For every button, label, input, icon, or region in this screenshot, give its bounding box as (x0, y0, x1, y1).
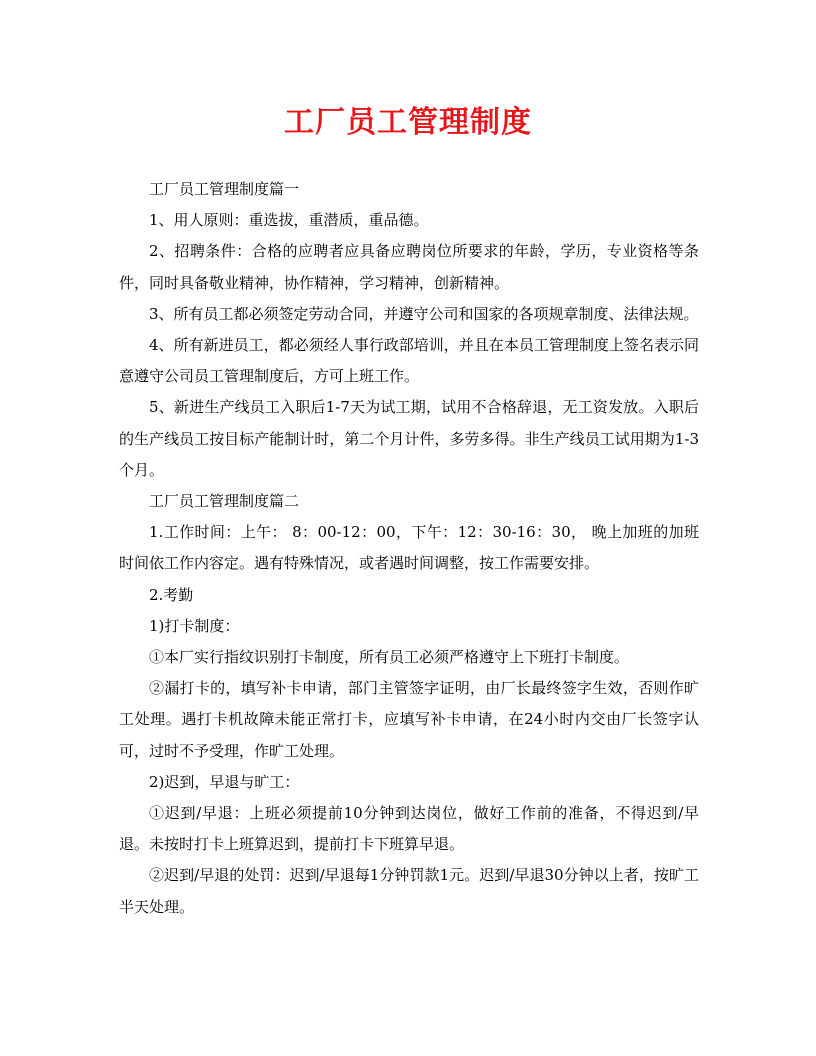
paragraph: ②迟到/早退的处罚：迟到/早退每1分钟罚款1元。迟到/早退30分钟以上者，按旷工半天处理。 (119, 866, 699, 916)
paragraph: 3、所有员工都必须签定劳动合同，并遵守公司和国家的各项规章制度、法律法规。 (149, 304, 699, 323)
paragraph: ①迟到/早退：上班必须提前10分钟到达岗位，做好工作前的准备，不得迟到/早退。未按时打卡上班算迟到，提前打卡下班算早退。 (119, 804, 699, 854)
paragraph: 2.考勤 (149, 585, 194, 604)
paragraph: 5、新进生产线员工入职后1-7天为试工期，试用不合格辞退，无工资发放。入职后的生产线员工按目标产能制计时，第二个月计件，多劳多得。非生产线员工试用期为1-3个月。 (119, 398, 699, 479)
section-heading-2: 工厂员工管理制度篇二 (149, 492, 300, 511)
section-heading-1: 工厂员工管理制度篇一 (149, 180, 300, 198)
paragraph: 1、用人原则：重选拔，重潜质，重品德。 (149, 211, 429, 230)
paragraph: 4、所有新进员工，都必须经人事行政部培训，并且在本员工管理制度上签名表示同意遵守公司员工管理制度后，方可上班工作。 (119, 336, 699, 386)
paragraph: ②漏打卡的，填写补卡申请，部门主管签字证明，由厂长最终签字生效，否则作旷工处理。遇打卡机故障未能正常打卡，应填写补卡申请，在24小时内交由厂长签字认可，过时不予受理，作旷工处理。 (119, 679, 699, 760)
document-body (119, 174, 699, 923)
paragraph: 2、招聘条件：合格的应聘者应具备应聘岗位所要求的年龄，学历，专业资格等条件，同时具备敬业精神，协作精神，学习精神，创新精神。 (119, 242, 699, 292)
paragraph: 1)打卡制度： (149, 616, 240, 635)
document-title: 工厂员工管理制度 (284, 105, 532, 140)
paragraph: 1.工作时间：上午： 8：00-12：00，下午：12：30-16：30， 晚上加班的加班时间依工作内容定。遇有特殊情况，或者遇时间调整，按工作需要安排。 (119, 523, 699, 573)
paragraph: ①本厂实行指纹识别打卡制度，所有员工必须严格遵守上下班打卡制度。 (149, 648, 630, 667)
paragraph: 2)迟到，早退与旷工： (149, 772, 300, 791)
